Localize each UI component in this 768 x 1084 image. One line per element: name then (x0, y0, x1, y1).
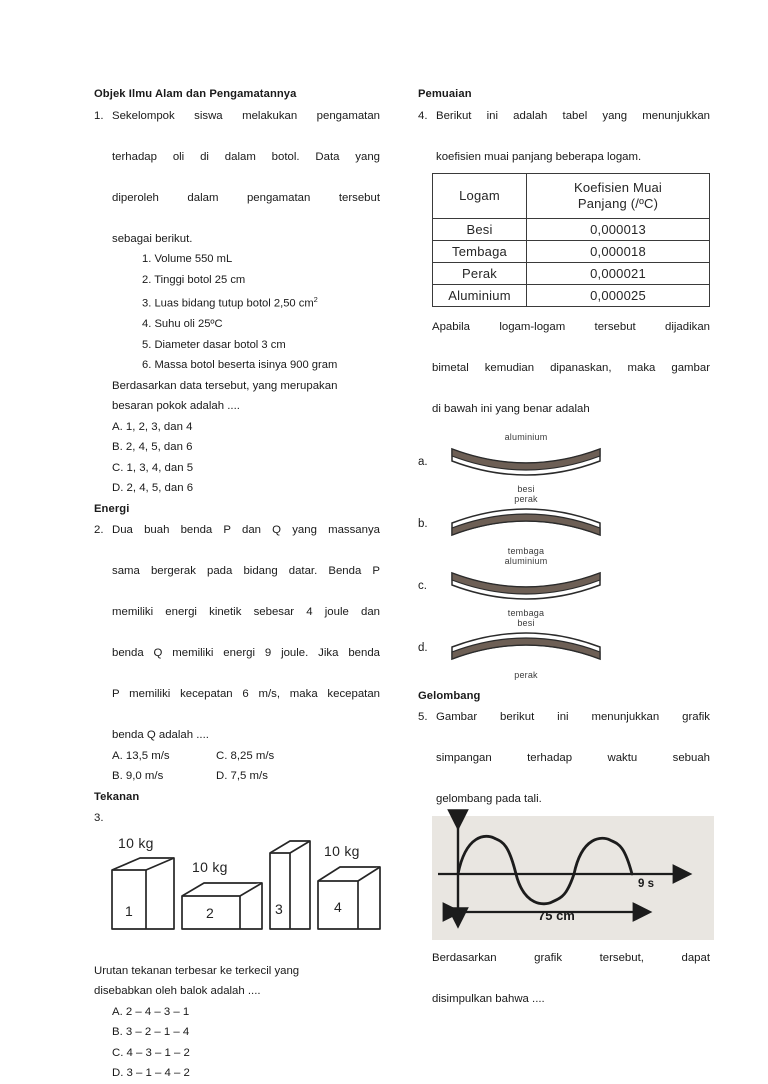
q2-line-1: Dua buah benda P dan Q yang massanya (112, 524, 380, 537)
question-3-closing (94, 961, 380, 1002)
section-title-gelombang: Gelombang (418, 689, 481, 702)
q3-closing-line-2: disebabkan oleh balok adalah .... (94, 985, 261, 998)
cell-value-aluminium: 0,000025 (527, 285, 710, 307)
bimetal-a-letter: a. (418, 455, 428, 468)
q1-option-a[interactable]: A. 1, 2, 3, dan 4 (112, 420, 193, 433)
bimetal-a-strip-icon (446, 445, 606, 481)
cell-value-perak: 0,000021 (527, 263, 710, 285)
block-4-number: 4 (334, 898, 342, 915)
q2-option-b[interactable]: B. 9,0 m/s (112, 770, 164, 783)
q5-closing-line-1: Berdasarkan grafik tersebut, dapat (432, 951, 710, 964)
bimetal-b-bottom-label: tembaga (507, 545, 545, 556)
question-1-closing (112, 376, 380, 417)
table-body (433, 219, 710, 307)
header-koefisien-line-2: Panjang (/ºC) (577, 196, 659, 211)
cell-value-tembaga: 0,000018 (527, 241, 710, 263)
q2-options-row-1 (112, 746, 380, 767)
q2-line-2: sama bergerak pada bidang datar. Benda P (112, 565, 380, 578)
section-title-objek-ilmu-alam: Objek Ilmu Alam dan Pengamatannya (94, 88, 297, 100)
bimetal-c-letter: c. (418, 579, 427, 592)
q1-line-3: diperoleh dalam pengamatan tersebut (112, 191, 380, 204)
q3-closing-line-1: Urutan tekanan terbesar ke terkecil yang (94, 964, 300, 977)
table-header (433, 174, 710, 219)
bimetal-a-bottom-label: besi (517, 483, 535, 494)
q1-data-3-superscript: 2 (313, 295, 318, 304)
q5-line-1: Gambar berikut ini menunjukkan grafik (436, 711, 710, 723)
q1-data-5: 5. Diameter dasar botol 3 cm (142, 338, 286, 351)
q3-option-b[interactable]: B. 3 – 2 – 1 – 4 (112, 1026, 190, 1039)
question-4-stem (436, 106, 710, 168)
expansion-coefficient-table (432, 173, 710, 307)
list-item (142, 335, 380, 356)
q5-line-2: simpangan terhadap waktu sebuah (436, 752, 710, 764)
bimetal-d-top-label: besi (517, 617, 535, 628)
question-2-options (112, 746, 380, 787)
bimetal-c-bottom-label: tembaga (507, 607, 545, 618)
section-title-energi: Energi (94, 502, 130, 515)
cell-metal-tembaga: Tembaga (433, 241, 527, 263)
table-row (433, 285, 710, 307)
table-row (433, 263, 710, 285)
table-row (433, 241, 710, 263)
question-4-number: 4. (418, 109, 428, 122)
header-koefisien-line-1: Koefisien Muai (573, 180, 663, 195)
list-item (142, 249, 380, 270)
question-3-options (112, 1002, 380, 1084)
q1-data-4: 4. Suhu oli 25ºC (142, 318, 223, 331)
bimetal-c-figure (446, 556, 606, 618)
question-1-stem (112, 106, 380, 250)
wave-graph-figure (432, 816, 714, 940)
q1-option-c[interactable]: C. 1, 3, 4, dan 5 (112, 461, 194, 474)
q1-line-2: terhadap oli di dalam botol. Data yang (112, 150, 380, 163)
pressure-blocks-figure (94, 833, 380, 961)
q1-closing-line-2: besaran pokok adalah .... (112, 400, 240, 413)
list-item (142, 290, 380, 314)
bimetal-b-letter: b. (418, 517, 428, 530)
bimetal-d-strip-icon (446, 631, 606, 667)
q5-line-3: gelombang pada tali. (436, 793, 542, 805)
q1-data-1: 1. Volume 550 mL (142, 253, 233, 265)
wave-curve (458, 836, 632, 904)
cell-metal-perak: Perak (433, 263, 527, 285)
q1-data-3: 3. Luas bidang tutup botol 2,50 cm (142, 297, 314, 310)
q1-data-6: 6. Massa botol beserta isinya 900 gram (142, 359, 338, 372)
bimetal-c-top-label: aluminium (504, 555, 548, 566)
list-item (142, 314, 380, 335)
q2-line-3: memiliki energi kinetik sebesar 4 joule dan (112, 606, 380, 619)
question-2-stem (112, 520, 380, 746)
bimetal-b-figure (446, 494, 606, 556)
q4-after-line-1: Apabila logam-logam tersebut dijadikan (432, 321, 710, 333)
q2-option-d[interactable]: D. 7,5 m/s (216, 770, 268, 783)
q2-line-5: P memiliki kecepatan 6 m/s, maka kecepatan (112, 688, 380, 701)
q2-option-a[interactable]: A. 13,5 m/s (112, 749, 170, 762)
question-4-after-table (432, 317, 710, 420)
table-row (433, 219, 710, 241)
left-column (94, 84, 380, 1084)
bimetal-b-strip-icon (446, 507, 606, 543)
question-5 (418, 707, 710, 1009)
wave-time-label: 9 s (638, 877, 654, 890)
question-3 (94, 808, 380, 1084)
question-2-number: 2. (94, 524, 104, 537)
q2-line-6: benda Q adalah .... (112, 729, 209, 742)
question-5-number: 5. (418, 711, 428, 723)
q1-data-2: 2. Tinggi botol 25 cm (142, 273, 246, 286)
header-cell-logam: Logam (433, 174, 527, 219)
q4-line-2: koefisien muai panjang beberapa logam. (436, 150, 642, 163)
question-2 (94, 520, 380, 787)
table-row (433, 174, 710, 219)
question-1-data-list (142, 249, 380, 376)
q3-option-c[interactable]: C. 4 – 3 – 1 – 2 (112, 1046, 190, 1059)
question-5-closing (432, 948, 710, 1010)
bimetal-option-c[interactable] (418, 556, 710, 618)
q1-line-1: Sekelompok siswa melakukan pengamatan (112, 109, 380, 122)
question-1 (94, 106, 380, 499)
q4-after-line-2: bimetal kemudian dipanaskan, maka gambar (432, 362, 710, 374)
question-4 (418, 106, 710, 680)
block-2-number: 2 (206, 904, 214, 921)
block-2-mass-label: 10 kg (192, 858, 228, 875)
cell-metal-besi: Besi (433, 219, 527, 241)
question-1-number: 1. (94, 109, 104, 122)
bimetal-option-a[interactable] (418, 432, 710, 494)
header-cell-koefisien (527, 174, 710, 219)
list-item (142, 270, 380, 291)
section-title-pemuaian: Pemuaian (418, 88, 472, 100)
bimetal-option-b[interactable] (418, 494, 710, 556)
bimetal-d-bottom-label: perak (514, 669, 538, 680)
block-1-mass-label: 10 kg (118, 834, 154, 851)
bimetal-option-d[interactable] (418, 618, 710, 680)
q4-line-1: Berikut ini adalah tabel yang menunjukkan (436, 109, 710, 122)
bimetal-options (418, 432, 710, 680)
question-3-number: 3. (94, 812, 104, 825)
cell-value-besi: 0,000013 (527, 219, 710, 241)
q1-closing-line-1: Berdasarkan data tersebut, yang merupakan (112, 379, 338, 392)
q4-after-line-3: di bawah ini yang benar adalah (432, 403, 590, 415)
q2-options-row-2 (112, 766, 380, 787)
q2-line-4: benda Q memiliki energi 9 joule. Jika benda (112, 647, 380, 660)
cell-metal-aluminium: Aluminium (433, 285, 527, 307)
q1-option-b[interactable]: B. 2, 4, 5, dan 6 (112, 441, 193, 454)
list-item (142, 355, 380, 376)
question-1-options (112, 417, 380, 499)
wave-length-label: 75 cm (538, 907, 575, 923)
q3-option-a[interactable]: A. 2 – 4 – 3 – 1 (112, 1005, 190, 1018)
bimetal-d-letter: d. (418, 641, 428, 654)
q2-option-c[interactable]: C. 8,25 m/s (216, 749, 275, 762)
bimetal-c-strip-icon (446, 569, 606, 605)
section-title-tekanan: Tekanan (94, 790, 140, 803)
q1-line-4: sebagai berikut. (112, 232, 193, 245)
bimetal-a-top-label: aluminium (504, 431, 548, 442)
block-1-number: 1 (125, 902, 133, 919)
bimetal-d-figure (446, 618, 606, 680)
q3-option-d[interactable]: D. 3 – 1 – 4 – 2 (112, 1067, 190, 1080)
right-column (418, 84, 710, 1009)
block-3-number: 3 (275, 900, 283, 917)
question-5-stem (436, 707, 710, 810)
bimetal-b-top-label: perak (514, 493, 538, 504)
bimetal-a-figure (446, 432, 606, 494)
q1-option-d[interactable]: D. 2, 4, 5, dan 6 (112, 482, 194, 495)
q5-closing-line-2: disimpulkan bahwa .... (432, 992, 545, 1005)
block-4-mass-label: 10 kg (324, 842, 360, 859)
